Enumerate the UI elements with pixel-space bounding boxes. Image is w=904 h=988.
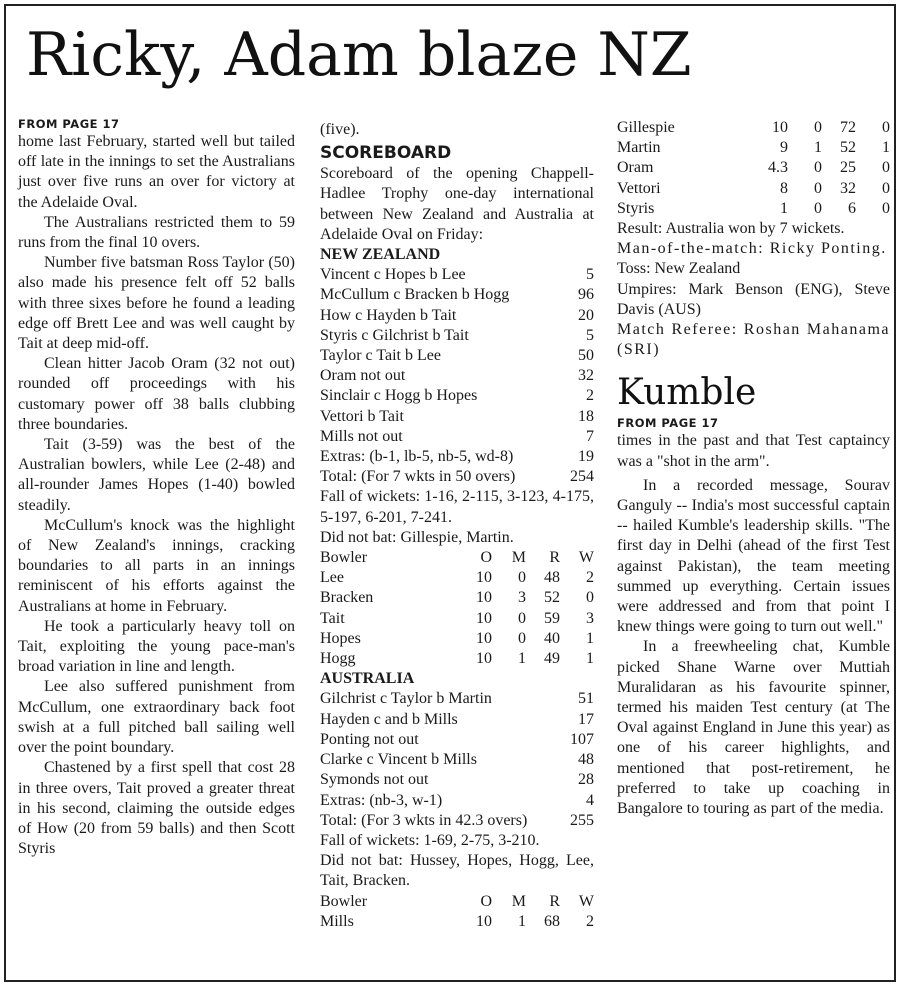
wickets: 1 (586, 629, 594, 647)
bowling-row (617, 138, 890, 158)
batting-row (320, 285, 594, 305)
runs: 32 (578, 367, 594, 385)
runs: 49 (544, 650, 560, 668)
batsman: Sinclair c Hogg b Hopes (320, 387, 478, 405)
nz-bowling-table (320, 548, 594, 669)
bowling-row (617, 118, 890, 138)
maidens: 0 (518, 609, 526, 627)
fall-of-wickets: Fall of wickets: 1-69, 2-75, 3-210. (320, 831, 540, 849)
runs: 7 (586, 427, 594, 445)
batting-row (320, 427, 594, 447)
overs: 10 (476, 589, 492, 607)
runs: 40 (544, 629, 560, 647)
bowler: Lee (320, 569, 344, 587)
wickets: 0 (882, 159, 890, 177)
maidens: 1 (518, 650, 526, 668)
wickets: 0 (586, 589, 594, 607)
batting-row (320, 346, 594, 366)
maidens-header: M (511, 549, 526, 567)
batting-row (320, 710, 594, 730)
paragraph: McCullum's knock was the highlight of New Zealand's innings, cracking boundaries to all parts in an innings reminiscent of his efforts against the Australians at home in February. (18, 516, 295, 615)
maidens: 1 (518, 912, 526, 930)
paragraph: Number five batsman Ross Taylor (50) also made his presence felt off 52 balls with three sixes before he found a leading edge off Brett Lee and was well caught by Tait at deep mid-off. (18, 254, 295, 353)
kumble-headline: Kumble (617, 372, 757, 414)
wickets-header: W (578, 549, 594, 567)
runs: 5 (586, 326, 594, 344)
runs: 20 (578, 306, 594, 324)
overs-header: O (480, 892, 492, 910)
maidens: 0 (518, 569, 526, 587)
batting-row (320, 306, 594, 326)
batsman: Vincent c Hopes b Lee (320, 266, 466, 284)
bowler: Styris (617, 199, 655, 217)
batsman: How c Hayden b Tait (320, 306, 457, 324)
paragraph: Chastened by a first spell that cost 28 in three overs, Tait proved a greater threat in his second, claiming the outside edges of How (20 from 59 balls) and then Scott Styris (18, 759, 295, 858)
paragraph: times in the past and that Test captaincy was a "shot in the arm". (617, 432, 890, 470)
bowling-row (320, 588, 594, 608)
bowler: Hogg (320, 650, 356, 668)
runs: 107 (570, 730, 594, 748)
bowling-row (320, 629, 594, 649)
match-referee: Match Referee: Roshan Mahanama (SRI) (617, 321, 890, 359)
continued-kicker: FROM PAGE 17 (18, 117, 120, 131)
bowling-row (617, 158, 890, 178)
wickets: 0 (882, 199, 890, 217)
runs: 4 (586, 791, 594, 809)
bowler: Mills (320, 912, 354, 930)
bowling-row (320, 912, 594, 932)
runs: 59 (544, 609, 560, 627)
overs: 10 (476, 609, 492, 627)
paragraph: In a recorded message, Sourav Ganguly -- India's most successful captain -- hailed Kumble's leadership skills. "The first day in Delhi (ahead of the first Test against Pakistan), the team meeting summed up everything. Certain issues were addressed and from that point I knew things were going to turn out well." (617, 476, 890, 636)
bowling-row (320, 609, 594, 629)
umpires: Umpires: Mark Benson (ENG), Steve Davis (AUS) (617, 280, 890, 318)
maidens: 1 (814, 139, 822, 157)
article-column-1 (18, 117, 295, 859)
headline: Ricky, Adam blaze NZ (26, 20, 692, 90)
batting-row (320, 265, 594, 285)
bowler-header: Bowler (320, 892, 368, 910)
paragraph: Tait (3-59) was the best of the Australian bowlers, while Lee (2-48) and all-rounder James Hopes (1-40) bowled steadily. (18, 436, 295, 514)
batting-row (320, 750, 594, 770)
batsman: Styris c Gilchrist b Tait (320, 326, 469, 344)
nz-batting-list (320, 265, 594, 487)
wickets: 1 (586, 650, 594, 668)
batsman: McCullum c Bracken b Hogg (320, 286, 510, 304)
runs: 28 (578, 771, 594, 789)
maidens: 0 (814, 199, 822, 217)
runs: 32 (840, 179, 856, 197)
extras-row (320, 791, 594, 811)
paragraph: home last February, started well but tailed off late in the innings to set the Australians just over five runs an over for victory at the Adelaide Oval. (18, 133, 295, 211)
aus-bowling-continued (617, 118, 890, 219)
overs: 10 (476, 650, 492, 668)
continued-kicker: FROM PAGE 17 (617, 416, 719, 431)
runs: 48 (544, 569, 560, 587)
bowler: Hopes (320, 629, 361, 647)
batsman: Clarke c Vincent b Mills (320, 751, 477, 769)
overs: 10 (476, 629, 492, 647)
batting-row (320, 407, 594, 427)
runs: 96 (578, 286, 594, 304)
overs-header: O (480, 549, 492, 567)
batsman: Vettori b Tait (320, 407, 404, 425)
runs: 51 (578, 690, 594, 708)
did-not-bat: Did not bat: Hussey, Hopes, Hogg, Lee, Tait, Bracken. (320, 852, 594, 890)
runs: 68 (544, 912, 560, 930)
overs: 8 (780, 179, 788, 197)
batting-row (320, 366, 594, 386)
paragraph: Lee also suffered punishment from McCullum, one extraordinary back foot swish at a full pitched ball sailing well over the point boundary. (18, 678, 295, 757)
paragraph: He took a particularly heavy toll on Tait, exploiting the young pace-man's broad variation in line and length. (18, 617, 295, 676)
runs: 50 (578, 347, 594, 365)
bowling-header (320, 548, 594, 568)
bowler: Tait (320, 609, 345, 627)
batting-row (320, 326, 594, 346)
scoreboard-title: SCOREBOARD (320, 143, 452, 164)
extras-row (320, 447, 594, 467)
bowling-row (617, 199, 890, 219)
runs: 48 (578, 751, 594, 769)
runs: 2 (586, 387, 594, 405)
wickets: 0 (882, 179, 890, 197)
total-label: Total: (For 7 wkts in 50 overs) (320, 468, 516, 486)
wickets: 1 (882, 139, 890, 157)
bowler: Vettori (617, 179, 661, 197)
batting-row (320, 386, 594, 406)
wickets: 2 (586, 912, 594, 930)
batsman: Ponting not out (320, 730, 419, 748)
batting-row (320, 770, 594, 790)
batting-row (320, 689, 594, 709)
bowler: Bracken (320, 589, 374, 607)
runs: 25 (840, 159, 856, 177)
batting-row (320, 730, 594, 750)
runs: 255 (570, 811, 594, 829)
overs: 10 (772, 119, 788, 136)
batsman: Mills not out (320, 427, 403, 445)
bowler: Gillespie (617, 119, 675, 136)
scoreboard-column (320, 120, 594, 932)
match-result: Result: Australia won by 7 wickets. (617, 220, 845, 238)
paragraph: In a freewheeling chat, Kumble picked Shane Warne over Muttiah Muralidaran as his favourite spinner, termed his maiden Test century (at The Oval against England in June this year) as one of his career highlights, and mentioned that post-retirement, he preferred to take up coaching in Bangalore to touring as part of the media. (617, 638, 890, 818)
overs: 4.3 (768, 159, 788, 177)
maidens: 0 (518, 629, 526, 647)
total-row (320, 811, 594, 831)
extras-label: Extras: (nb-3, w-1) (320, 791, 443, 809)
batsman: Oram not out (320, 367, 406, 385)
toss: Toss: New Zealand (617, 260, 741, 278)
fall-of-wickets: Fall of wickets: 1-16, 2-115, 3-123, 4-175, 5-197, 6-201, 7-241. (320, 488, 594, 526)
runs-header: R (549, 549, 560, 567)
paragraph: The Australians restricted them to 59 runs from the final 10 overs. (18, 213, 295, 252)
batsman: Gilchrist c Taylor b Martin (320, 690, 492, 708)
runs: 254 (570, 468, 594, 486)
aus-batting-list (320, 689, 594, 830)
carry-over-text: (five). (320, 121, 360, 138)
overs: 10 (476, 569, 492, 587)
runs: 72 (840, 119, 856, 136)
runs: 6 (848, 199, 856, 217)
total-label: Total: (For 3 wkts in 42.3 overs) (320, 811, 528, 829)
did-not-bat: Did not bat: Gillespie, Martin. (320, 528, 514, 546)
bowling-row (320, 649, 594, 669)
article-column-3 (617, 118, 890, 819)
batsman: Taylor c Tait b Lee (320, 347, 441, 365)
bowling-row (617, 179, 890, 199)
man-of-the-match: Man-of-the-match: Ricky Ponting. (617, 240, 887, 258)
team-heading-nz: NEW ZEALAND (320, 246, 441, 264)
runs: 52 (544, 589, 560, 607)
runs: 17 (578, 710, 594, 728)
batsman: Hayden c and b Mills (320, 710, 458, 728)
aus-bowling-table (320, 892, 594, 932)
overs: 1 (780, 199, 788, 217)
runs: 52 (840, 139, 856, 157)
team-heading-aus: AUSTRALIA (320, 670, 415, 688)
wickets: 3 (586, 609, 594, 627)
runs: 5 (586, 266, 594, 284)
bowling-header (320, 892, 594, 912)
scoreboard-intro: Scoreboard of the opening Chappell-Hadlee Trophy one-day international between New Zealand and Australia at Adelaide Oval on Friday: (320, 165, 594, 243)
bowler-header: Bowler (320, 549, 368, 567)
wickets-header: W (578, 892, 594, 910)
extras-label: Extras: (b-1, lb-5, nb-5, wd-8) (320, 448, 514, 466)
total-row (320, 467, 594, 487)
maidens: 0 (814, 179, 822, 197)
maidens-header: M (511, 892, 526, 910)
wickets: 0 (882, 119, 890, 136)
maidens: 3 (518, 589, 526, 607)
overs: 9 (780, 139, 788, 157)
runs: 19 (578, 448, 594, 466)
batsman: Symonds not out (320, 771, 429, 789)
maidens: 0 (814, 159, 822, 177)
bowler: Martin (617, 139, 661, 157)
paragraph: Clean hitter Jacob Oram (32 not out) rounded off proceedings with his customary power off 38 balls clubbing three boundaries. (18, 355, 295, 433)
wickets: 2 (586, 569, 594, 587)
maidens: 0 (814, 119, 822, 136)
overs: 10 (476, 912, 492, 930)
runs: 18 (578, 407, 594, 425)
runs-header: R (549, 892, 560, 910)
bowler: Oram (617, 159, 654, 177)
bowling-row (320, 568, 594, 588)
